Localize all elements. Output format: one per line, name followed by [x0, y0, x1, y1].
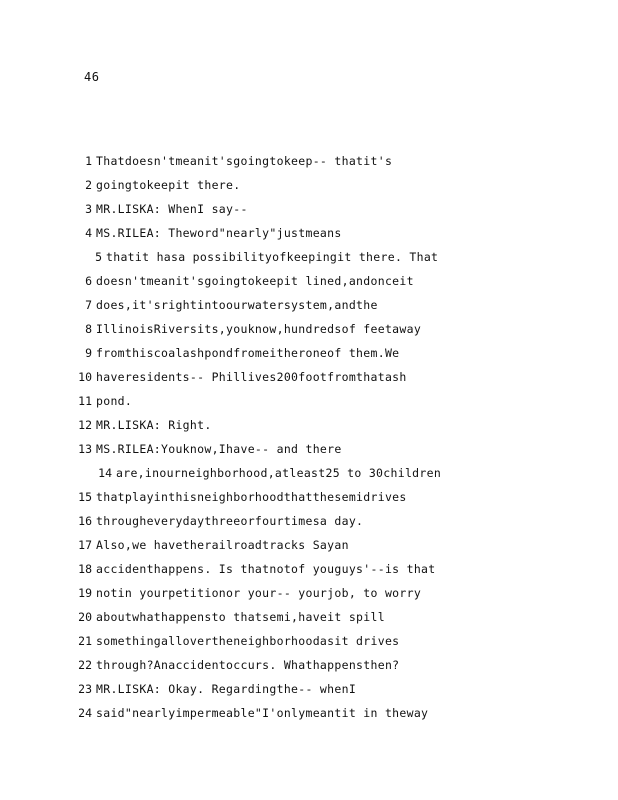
line-text: aboutwhathappensto thatsemi,haveit spill	[96, 610, 385, 624]
transcript-line	[0, 273, 618, 297]
line-text: haveresidents-- Phillives200footfromthatash	[96, 370, 407, 384]
transcript-line	[0, 441, 618, 465]
line-text: IllinoisRiversits,youknow,hundredsof feetaway	[96, 322, 422, 336]
line-number: 24	[78, 706, 92, 720]
transcript-line	[0, 321, 618, 345]
line-number: 16	[78, 514, 92, 528]
line-number: 9	[85, 346, 92, 360]
line-number: 10	[78, 370, 92, 384]
line-number: 22	[78, 658, 92, 672]
line-number: 6	[85, 274, 92, 288]
transcript-line	[0, 177, 618, 201]
transcript-line	[0, 153, 618, 177]
line-number: 21	[78, 634, 92, 648]
line-number: 15	[78, 490, 92, 504]
line-text: MR.LISKA: Right.	[96, 418, 212, 432]
line-text: fromthiscoalashpondfromeitheroneof them.We	[96, 346, 400, 360]
line-text: through?Anaccidentoccurs. Whathappensthen?	[96, 658, 400, 672]
line-number: 11	[78, 394, 92, 408]
line-number: 13	[78, 442, 92, 456]
transcript-line	[0, 561, 618, 585]
line-text: pond.	[96, 394, 133, 408]
line-text: said"nearlyimpermeable"I'onlymeantit in theway	[96, 706, 429, 720]
line-text: througheverydaythreeorfourtimesa day.	[96, 514, 364, 528]
line-number: 8	[85, 322, 92, 336]
transcript-line	[0, 489, 618, 513]
transcript-lines	[0, 153, 618, 729]
line-text: MR.LISKA: WhenI say--	[96, 202, 248, 216]
transcript-line	[0, 345, 618, 369]
line-text: does,it'srightintoourwatersystem,andthe	[96, 298, 378, 312]
line-number: 5	[95, 250, 102, 264]
line-number: 19	[78, 586, 92, 600]
transcript-line	[0, 609, 618, 633]
transcript-line	[0, 369, 618, 393]
line-number: 20	[78, 610, 92, 624]
transcript-line	[0, 705, 618, 729]
line-text: thatplayinthisneighborhoodthatthesemidrives	[96, 490, 407, 504]
line-text: thatit hasa possibilityofkeepingit there. That	[106, 250, 439, 264]
transcript-line	[0, 297, 618, 321]
line-number: 1	[85, 154, 92, 168]
transcript-line	[0, 249, 618, 273]
line-number: 4	[85, 226, 92, 240]
line-text: MR.LISKA: Okay. Regardingthe-- whenI	[96, 682, 357, 696]
line-number: 17	[78, 538, 92, 552]
line-text: doesn'tmeanit'sgoingtokeepit lined,andonceit	[96, 274, 414, 288]
line-text: notin yourpetitionor your-- yourjob, to worry	[96, 586, 422, 600]
line-number: 7	[85, 298, 92, 312]
line-text: Also,we havetherailroadtracks Sayan	[96, 538, 349, 552]
transcript-line	[0, 201, 618, 225]
transcript-line	[0, 465, 618, 489]
transcript-line	[0, 633, 618, 657]
line-number: 12	[78, 418, 92, 432]
transcript-line	[0, 225, 618, 249]
page-number: 46	[84, 70, 100, 84]
line-number: 14	[98, 466, 112, 480]
transcript-line	[0, 537, 618, 561]
transcript-line	[0, 393, 618, 417]
line-text: accidenthappens. Is thatnotof youguys'--is that	[96, 562, 436, 576]
line-text: somethingallovertheneighborhoodasit drives	[96, 634, 400, 648]
line-number: 2	[85, 178, 92, 192]
line-text: MS.RILEA:Youknow,Ihave-- and there	[96, 442, 342, 456]
transcript-line	[0, 513, 618, 537]
line-number: 23	[78, 682, 92, 696]
line-text: Thatdoesn'tmeanit'sgoingtokeep-- thatit's	[96, 154, 393, 168]
transcript-line	[0, 417, 618, 441]
line-number: 3	[85, 202, 92, 216]
line-text: goingtokeepit there.	[96, 178, 241, 192]
transcript-line	[0, 681, 618, 705]
line-number: 18	[78, 562, 92, 576]
line-text: MS.RILEA: Theword"nearly"justmeans	[96, 226, 342, 240]
line-text: are,inourneighborhood,atleast25 to 30children	[116, 466, 442, 480]
transcript-line	[0, 657, 618, 681]
transcript-line	[0, 585, 618, 609]
